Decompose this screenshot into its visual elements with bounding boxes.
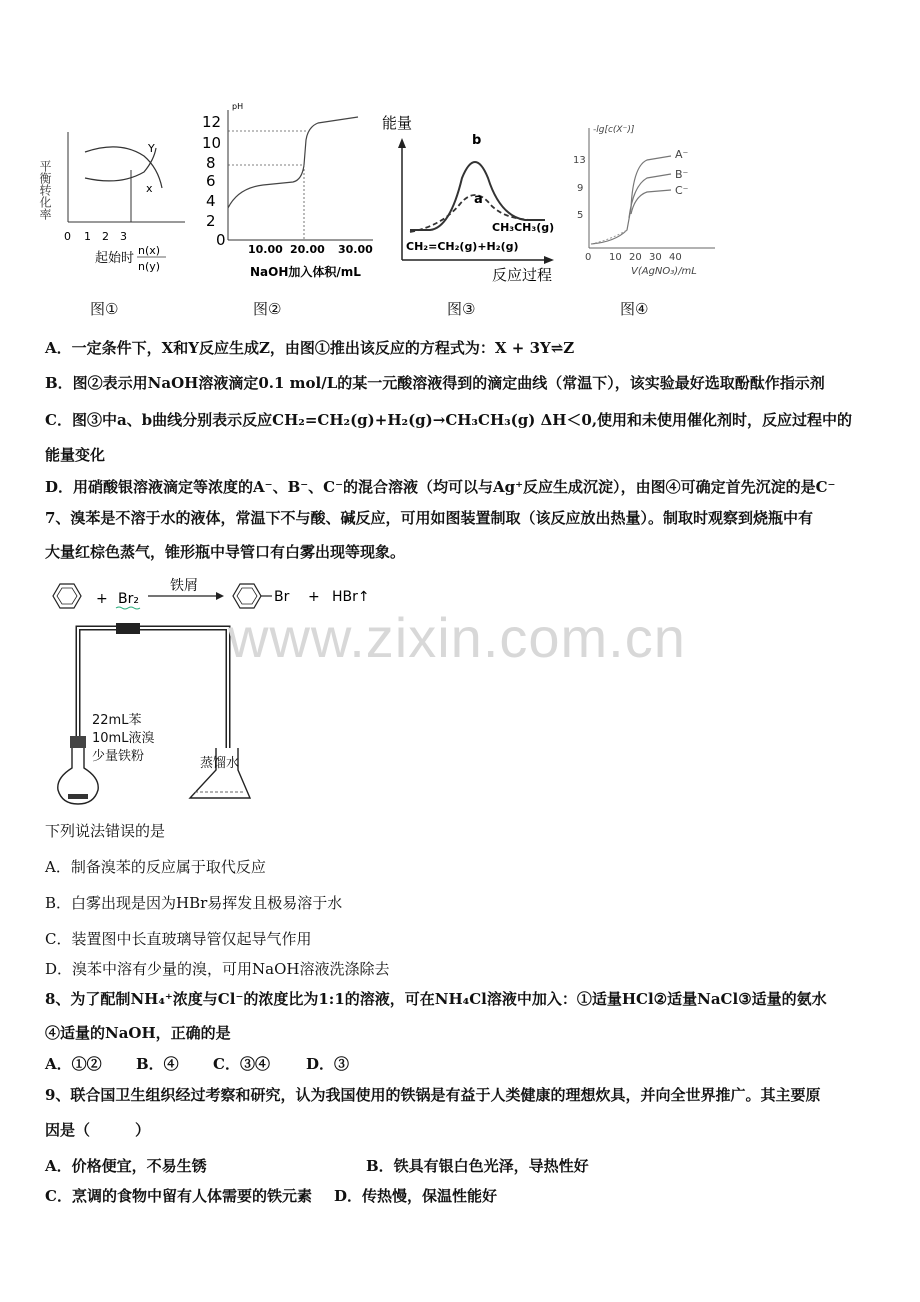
fig1-y-label: 平衡转化率 — [38, 160, 52, 220]
fig4-series-c: C⁻ — [675, 184, 689, 197]
fig1-x-tick-3: 3 — [120, 230, 127, 243]
q9-stem-line1: 9、联合国卫生组织经过考察和研究，认为我国使用的铁锅是有益于人类健康的理想炊具，并向全世界推广。其主要原 — [45, 1086, 821, 1104]
q7-stem-line1: 7、溴苯是不溶于水的液体，常温下不与酸、碱反应，可用如图装置制取（该反应放出热量）。制取时观察到烧瓶中有 — [45, 509, 813, 527]
q6-option-c-line1: C．图③中a、b曲线分别表示反应CH₂=CH₂(g)+H₂(g)→CH₃CH₃(g) ΔH＜0,使用和未使用催化剂时，反应过程中的 — [45, 411, 853, 429]
fig4-y-tick-9: 9 — [577, 183, 584, 194]
eq-plus-2: + — [308, 589, 320, 605]
fig2-x-tick-20: 20.00 — [290, 243, 325, 256]
fig2-y-tick-8: 8 — [206, 154, 216, 172]
fig4-series-b: B⁻ — [675, 168, 689, 181]
distilled-water-label: 蒸馏水 — [200, 756, 240, 771]
q8-option-d: D．③ — [306, 1055, 350, 1073]
fig1-caption: 图① — [90, 300, 119, 318]
fig4-x-tick-10: 10 — [609, 252, 622, 263]
fig2-y-unit: pH — [232, 102, 244, 111]
fig2-y-tick-6: 6 — [206, 172, 216, 190]
q8-stem-line2: ④适量的NaOH，正确的是 — [45, 1024, 231, 1042]
fig4-curve-b — [629, 174, 671, 218]
q7-question: 下列说法错误的是 — [45, 822, 166, 840]
fig2-y-tick-4: 4 — [206, 192, 216, 210]
eq-br2: Br₂ — [118, 591, 139, 607]
flask-content-bromine: 10mL液溴 — [92, 731, 155, 746]
fig4-x-tick-0: 0 — [585, 252, 592, 263]
watermark: www.zixin.com.cn — [228, 606, 686, 669]
flask-content-iron: 少量铁粉 — [92, 749, 145, 764]
q7-option-a: A．制备溴苯的反应属于取代反应 — [45, 858, 266, 876]
q7-option-d: D．溴苯中溶有少量的溴，可用NaOH溶液洗涤除去 — [45, 960, 390, 978]
fig4-caption: 图④ — [620, 300, 649, 318]
fig4-y-tick-13: 13 — [573, 155, 586, 166]
flask-stopper — [70, 736, 86, 748]
fig4-x-tick-40: 40 — [669, 252, 682, 263]
eq-br: Br — [274, 589, 290, 605]
fig2-y-tick-12: 12 — [202, 113, 222, 131]
fig1-x-label-num: n(x) — [138, 244, 161, 257]
figure-2 — [198, 100, 378, 285]
fig1-x-tick-2: 2 — [102, 230, 109, 243]
flask-contents — [92, 712, 154, 766]
q9-stem-line2: 因是（ ） — [45, 1121, 151, 1139]
q8-option-c: C．③④ — [213, 1055, 270, 1073]
flask-content-benzene: 22mL苯 — [92, 713, 142, 728]
q9-option-a: A．价格便宜，不易生锈 — [45, 1157, 207, 1175]
fig1-x-label-prefix: 起始时 — [95, 251, 135, 266]
q8-option-a: A．①② — [45, 1055, 102, 1073]
q9-option-c: C．烹调的食物中留有人体需要的铁元素 — [45, 1187, 312, 1205]
q6-option-b: B．图②表示用NaOH溶液滴定0.1 mol/L的某一元酸溶液得到的滴定曲线（常温下），该实验最好选取酚酞作指示剂 — [45, 374, 825, 392]
fig3-x-label: 反应过程 — [492, 266, 553, 284]
fig2-y-tick-2: 2 — [206, 212, 216, 230]
fig2-caption: 图② — [253, 300, 282, 318]
fig4-x-tick-30: 30 — [649, 252, 662, 263]
fig4-x-label: V(AgNO₃)/mL — [631, 266, 697, 277]
fig4-y-tick-5: 5 — [577, 210, 584, 221]
eq-plus-1: + — [96, 591, 108, 607]
fig4-y-label: -lg[c(X⁻)] — [593, 125, 635, 135]
fig3-product-label: CH₃CH₃(g) — [492, 221, 555, 234]
eq-hbr: HBr↑ — [332, 589, 370, 605]
fig4-x-tick-20: 20 — [629, 252, 642, 263]
fig4-series-a: A⁻ — [675, 148, 689, 161]
fig3-curve-b-label: b — [472, 133, 482, 148]
tube-connector — [116, 623, 140, 634]
fig2-x-tick-10: 10.00 — [248, 243, 283, 256]
fig2-x-label: NaOH加入体积/mL — [250, 265, 361, 279]
q9-option-b: B．铁具有银白色光泽，导热性好 — [366, 1157, 589, 1175]
figure-1 — [40, 110, 190, 275]
fig2-y-tick-0: 0 — [216, 231, 226, 249]
q6-option-d: D．用硝酸银溶液滴定等浓度的A⁻、B⁻、C⁻的混合溶液（均可以与Ag⁺反应生成沉淀），由图④可确定首先沉淀的是C⁻ — [45, 478, 836, 496]
fig1-curve-x-label: x — [146, 182, 153, 195]
fig4-curve-c — [631, 190, 671, 214]
q6-option-a: A．一定条件下，X和Y反应生成Z，由图①推出该反应的方程式为：X + 3Y⇌Z — [45, 339, 575, 357]
q7-option-c: C．装置图中长直玻璃导管仅起导气作用 — [45, 930, 312, 948]
fig4-curve-a — [591, 156, 671, 244]
eq-condition: 铁屑 — [170, 578, 198, 594]
q8-stem-line1: 8、为了配制NH₄⁺浓度与Cl⁻的浓度比为1:1的溶液，可在NH₄Cl溶液中加入：①适量HCl②适量NaCl③适量的氨水 — [45, 990, 827, 1008]
fig3-y-label: 能量 — [382, 114, 413, 132]
fig1-x-label-den: n(y) — [138, 260, 161, 273]
q8-option-b: B．④ — [136, 1055, 179, 1073]
fig1-curve-y-label: Y — [148, 142, 155, 155]
fig1-x-tick-1: 1 — [84, 230, 91, 243]
figure-4 — [565, 118, 725, 283]
fig1-x-tick-0: 0 — [64, 230, 71, 243]
fig2-x-tick-30: 30.00 — [338, 243, 373, 256]
fig3-curve-a-label: a — [474, 192, 483, 207]
q7-option-b: B．白雾出现是因为HBr易挥发且极易溶于水 — [45, 894, 343, 912]
q7-stem-line2: 大量红棕色蒸气，锥形瓶中导管口有白雾出现等现象。 — [45, 543, 406, 561]
q6-option-c-line2: 能量变化 — [45, 446, 106, 464]
fig2-y-tick-10: 10 — [202, 134, 222, 152]
fig1-curve-y — [85, 148, 156, 181]
figure-3 — [380, 108, 565, 288]
q9-option-d: D．传热慢，保温性能好 — [334, 1187, 498, 1205]
fig3-caption: 图③ — [447, 300, 476, 318]
fig3-reactant-label: CH₂=CH₂(g)+H₂(g) — [406, 240, 519, 253]
